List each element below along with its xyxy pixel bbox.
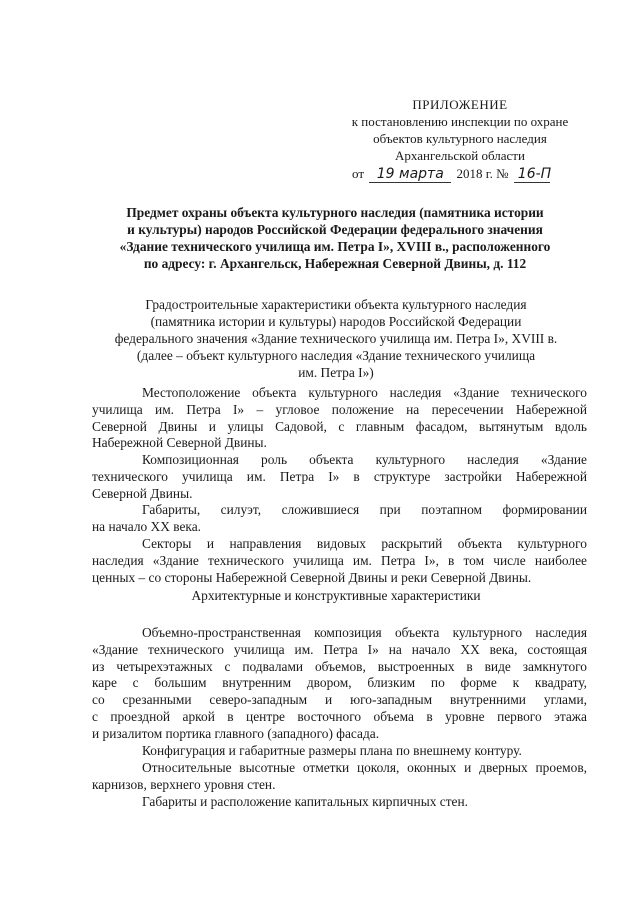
paragraph-volume-composition <box>92 625 587 743</box>
date-prefix: от <box>352 166 365 181</box>
appendix-title: ПРИЛОЖЕНИЕ <box>412 97 508 112</box>
arch-section-heading <box>96 587 576 604</box>
paragraph-view-sectors <box>92 536 587 586</box>
paragraph-line: Габариты и расположение капитальных кирпичных стен. <box>142 794 468 809</box>
paragraph-line: технического училища им. Петра I» в структуре застройки Набережной <box>92 468 587 484</box>
paragraph-dimensions <box>92 502 587 536</box>
appendix-line: к постановлению инспекции по охране <box>351 114 569 129</box>
paragraph-line: каре с большим внутренним двором, близким по форме к квадрату, <box>92 675 587 691</box>
paragraph-line: ценных – со стороны Набережной Северной Двины и реки Северной Двины. <box>92 569 532 585</box>
paragraph-line: Конфигурация и габаритные размеры плана по внешнему контуру. <box>142 743 522 758</box>
appendix-header <box>330 96 590 164</box>
paragraph-walls <box>92 794 587 811</box>
paragraph-line: «Здание технического училища им. Петра I» на начало XX века, состоящая <box>92 641 587 657</box>
paragraph-line: Набережной Северной Двины. <box>92 435 267 451</box>
urban-section-heading <box>96 296 576 381</box>
heading-line: Градостроительные характеристики объекта культурного наследия <box>145 297 527 312</box>
paragraph-composition <box>92 452 587 502</box>
heading-line: им. Петра I») <box>298 365 374 380</box>
heading-line: (памятника истории и культуры) народов Российской Федерации <box>150 314 522 329</box>
subject-line: и культуры) народов Российской Федерации федерального значения <box>127 222 543 237</box>
paragraph-line: Местоположение объекта культурного наследия «Здание технического <box>142 385 587 400</box>
handwritten-number: 16-П <box>514 166 550 183</box>
subject-line: Предмет охраны объекта культурного наследия (памятника истории <box>126 205 544 220</box>
heading-line: Архитектурные и конструктивные характеристики <box>191 588 481 603</box>
paragraph-height-marks <box>92 760 587 794</box>
paragraph-line: наследия «Здание технического училища им. Петра I», в том числе наиболее <box>92 552 587 568</box>
heading-line: (далее – объект культурного наследия «Здание технического училища <box>136 348 536 363</box>
paragraph-location <box>92 385 587 452</box>
year-text: 2018 г. № <box>456 166 509 181</box>
subject-line: «Здание технического училища им. Петра I», XVIII в., расположенного <box>119 239 551 254</box>
paragraph-line: училища им. Петра I» – угловое положение на пересечении Набережной <box>92 401 587 417</box>
paragraph-line: Объемно-пространственная композиция объекта культурного наследия <box>142 625 587 640</box>
appendix-line: объектов культурного наследия <box>373 131 547 146</box>
appendix-line: Архангельской области <box>395 148 525 163</box>
paragraph-line: Северной Двины и улицы Садовой, с главным фасадом, вытянутым вдоль <box>92 418 587 434</box>
paragraph-plan-configuration <box>92 743 587 760</box>
paragraph-line: из четырехэтажных с подвалами объемов, выстроенных в виде замкнутого <box>92 658 587 674</box>
paragraph-line: на начало XX века. <box>92 518 202 534</box>
appendix-dateline <box>352 166 552 183</box>
paragraph-line: Композиционная роль объекта культурного наследия «Здание <box>142 452 587 467</box>
paragraph-line: со срезанными северо-западным и юго-западным внутренними углами, <box>92 692 587 708</box>
paragraph-line: с проездной аркой в центре восточного объема в уровне первого этажа <box>92 708 587 724</box>
paragraph-line: карнизов, верхнего уровня стен. <box>92 776 276 792</box>
paragraph-line: Секторы и направления видовых раскрытий объекта культурного <box>142 536 587 551</box>
paragraph-line: Относительные высотные отметки цоколя, оконных и дверных проемов, <box>142 760 587 775</box>
heading-line: федерального значения «Здание технического училища им. Петра I», XVIII в. <box>114 331 558 346</box>
paragraph-line: Северной Двины. <box>92 485 193 501</box>
handwritten-date: 19 марта <box>369 166 451 183</box>
document-subject-title <box>100 204 570 272</box>
paragraph-line: и ризалитом портика главного (западного) фасада. <box>92 725 380 741</box>
subject-line: по адресу: г. Архангельск, Набережная Северной Двины, д. 112 <box>143 256 527 271</box>
paragraph-line: Габариты, силуэт, сложившиеся при поэтапном формировании <box>142 502 587 517</box>
